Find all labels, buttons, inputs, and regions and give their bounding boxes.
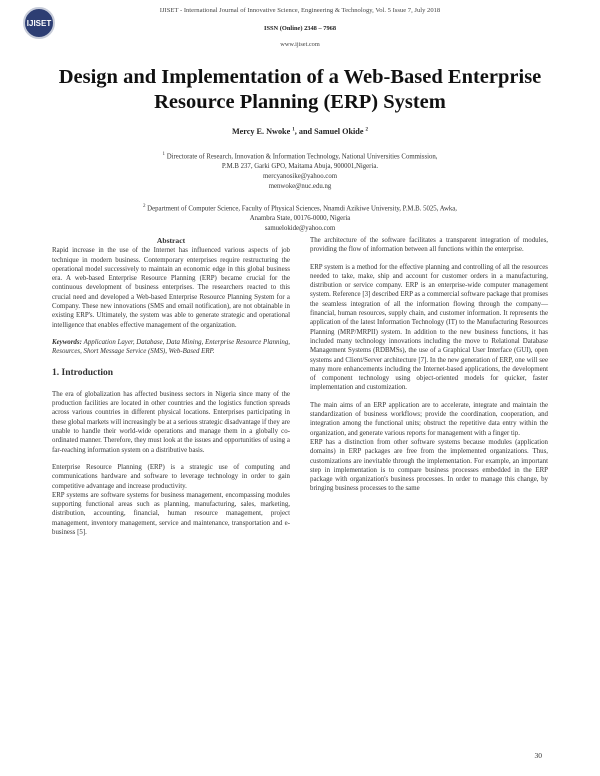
author-1: Mercy E. Nwoke <box>231 127 291 136</box>
abstract-text: Rapid increase in the use of the Internet has influenced various aspects of job technique in modern business. Contemporary enterprises require restructuring the operational model successively to maintain an economic edge in this global business era. A web-based Enterprise Resource Planning (ERP) became crucial for the continuous development of business enterprises. The researchers reacted to this crucial need and developed a Web-based Enterprise Resource Planning System for a Company. These new innovations (SMS and email notification), are not obtainable in existing ERP's. Ultimately, the system was able to generate strategic and operational intelligence that enables effective management of the organization. <box>52 247 290 329</box>
affiliation-2-sup: 2 <box>142 204 146 209</box>
affiliation-1-text: Directorate of Research, Innovation & Information Technology, National Universities Commission, <box>166 153 438 161</box>
affiliation-2-email[interactable]: samuelokide@yahoo.com <box>264 225 336 233</box>
affiliation-1-email-1[interactable]: mercyanosike@yahoo.com <box>262 173 338 181</box>
body-paragraph-4: ERP has a distinction from other software systems because modules (application domains) in ERP packages are free from the implemented organizations. Thus, customizations are inevitable through the implementation. For example, an important step in implementation is to compare business processes embedded in the ERP package with organization's business processes. In order to manage this change, by bringing business processes to the same <box>310 438 548 493</box>
author-2-sup: 2 <box>365 127 369 133</box>
journal-url[interactable]: www.ijiset.com <box>280 41 320 48</box>
left-column <box>52 236 290 545</box>
affiliation-1 <box>60 150 540 192</box>
page-number: 30 <box>534 751 542 760</box>
affiliation-1-line2: P.M.B 237, Garki GPO, Maitama Abuja, 900001,Nigeria. <box>221 163 379 171</box>
intro-paragraph-1: The era of globalization has affected business sectors in Nigeria since many of the production facilities are located in other countries and the logistics function spreads across various countries in different physical locations. Enterprises participating in these global markets will increasingly be at a serious strategic disadvantage if they are unable to handle their world-wide operations and manage them in a globally co-ordinated manner. Therefore, they must look at the issues and opportunities of using a far-reaching information system on a distributive basis. <box>52 390 290 454</box>
paper-title: Design and Implementation of a Web-Based Enterprise Resource Planning (ERP) System <box>58 66 542 113</box>
keywords-list: Application Layer, Database, Data Mining, Enterprise Resource Planning, Resources, Short Message Service (SMS), Web-Based ERP. <box>52 338 290 356</box>
body-paragraph-2: ERP system is a method for the effective planning and controlling of all the resources needed to take, make, ship and account for customer orders in a manufacturing, distribution or service company. ERP is an enterprise-wide computer management system. Reference [3] described ERP as a commercial software package that promises the seamless integration of all the information flowing through the company—financial, human resources, supply chain, and customer information. It represents the application of the latest Information Technology (IT) to the Manufacturing Resources Planning (MRP/MRPII) system. In addition to the new business functions, it has included many technology innovations including the move to Relational Database Management Systems (RDBMSs), the use of a Graphical User Interface (GUI), open systems and Client/Server architecture [7]. In the new generation of ERP, one will see many more enhancements including the Internet-based applications, the development of component technology using object-oriented models for quicker, faster implementation and customization. <box>310 263 548 392</box>
keywords <box>52 338 290 357</box>
journal-header: IJISET - International Journal of Innovative Science, Engineering & Technology, Vol. 5 Issue 7, July 2018 <box>159 7 441 14</box>
intro-paragraph-3: ERP systems are software systems for business management, encompassing modules supporting functional areas such as planning, manufacturing, sales, marketing, distribution, accounting, financial, human resource management, project management, inventory management, service and maintenance, transportation and e-business [5]. <box>52 491 290 537</box>
author-joiner: , and <box>294 127 315 136</box>
journal-logo: IJISET <box>23 7 55 39</box>
body-paragraph-3: The main aims of an ERP application are to accelerate, integrate and maintain the standardization of business workflows; provide the coordination, cooperation, and integration among the functional units; obstruct the repetitive data entry within the organization, and generate various reports for management with a finger tip. <box>310 401 548 437</box>
author-2: Samuel Okide <box>314 127 364 136</box>
section-heading-introduction: 1. Introduction <box>52 367 114 378</box>
abstract-heading: Abstract <box>156 236 186 245</box>
affiliation-2-line1 <box>60 202 540 214</box>
affiliation-1-line1 <box>60 150 540 162</box>
author-1-sup: 1 <box>292 127 295 133</box>
affiliation-2-text: Department of Computer Science, Faculty of Physical Sciences, Nnamdi Azikiwe University, P.M.B. 5025, Awka, <box>147 205 458 213</box>
issn-line: ISSN (Online) 2348 – 7968 <box>263 25 337 32</box>
affiliation-1-sup: 1 <box>162 152 165 157</box>
right-column <box>310 236 548 502</box>
intro-paragraph-2: Enterprise Resource Planning (ERP) is a strategic use of computing and communications hardware and software to leverage technology in order to gain competitive advantage and increase productivity. <box>52 463 290 490</box>
keywords-label: Keywords: <box>52 338 82 346</box>
author-line <box>0 127 600 136</box>
affiliation-2-line2: Anambra State, 00176-0000, Nigeria <box>249 215 351 223</box>
body-paragraph-1: The architecture of the software facilitates a transparent integration of modules, providing the flow of information between all functions within the enterprise. <box>310 237 548 254</box>
affiliation-1-email-2[interactable]: menwoke@nuc.edu.ng <box>268 183 332 191</box>
affiliation-2 <box>60 202 540 234</box>
